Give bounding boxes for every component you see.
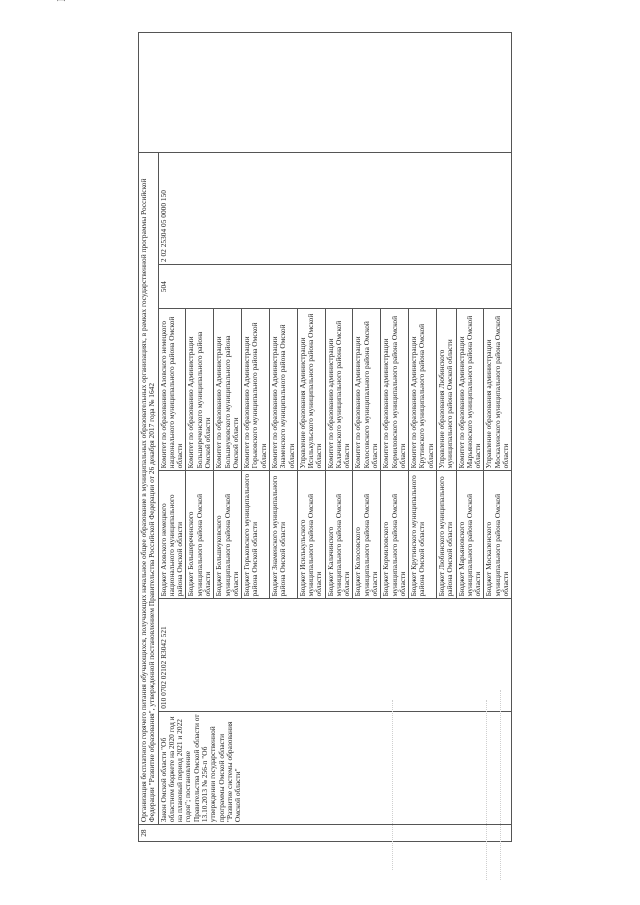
committee-cell: Комитет по образованию Азовского немецкого национального муниципального района Омской области [158, 309, 186, 471]
budget-cell: Бюджет Кормиловского муниципального района Омской области [381, 471, 409, 599]
admin-code-cell: 504 [158, 265, 512, 309]
budget-cell: Бюджет Любинского муниципального района Омской области [437, 471, 457, 599]
committee-cell: Управление образования администрации Москаленского муниципального района Омской области [484, 309, 512, 471]
committee-cell: Комитет по образованию Администрации Большеуковского муниципального района Омской области [214, 309, 242, 471]
committee-cell: Комитет по образованию Администрации Крутинского муниципального района Омской области [409, 309, 437, 471]
empty-cell [139, 33, 512, 153]
legal-basis-cell: Закон Омской области "Об областном бюджете на 2020 год и на плановый период 2021 и 2022 годов"; постановление Правительства Омской области от 13.10.2013 № 256-п "Об утверждении государственной программы Омской области "Развитие системы образования Омской области" [158, 711, 512, 824]
budget-cell: Бюджет Большеуковского муниципального района Омской области [214, 471, 242, 599]
committee-cell: Комитет по образованию Администрации Знаменского муниципального района Омской области [269, 309, 297, 471]
committee-cell: Комитет по образованию Администрации Горьковского муниципального района Омской области [242, 309, 270, 471]
committee-cell: Комитет по образованию Администрации Марьяновского муниципального района Омской области [456, 309, 484, 471]
scan-artifact-line [486, 700, 487, 880]
scan-artifact-line [500, 690, 501, 880]
budget-cell: Бюджет Исилькульского муниципального района Омской области [297, 471, 325, 599]
budget-cell: Бюджет Большереченского муниципального района Омской области [186, 471, 214, 599]
table-row [139, 33, 159, 842]
kbk-cell: 010 0702 02102 R3042 521 [158, 599, 512, 711]
budget-cell: Бюджет Горьковского муниципального района Омской области [242, 471, 270, 599]
budget-cell: Бюджет Знаменского муниципального района Омской области [269, 471, 297, 599]
committee-cell: Комитет по образованию Администрации Большереченского муниципального района Омской области [186, 309, 214, 471]
scan-artifact-line [392, 700, 393, 870]
distribution-table [138, 32, 512, 842]
budget-cell: Бюджет Крутинского муниципального района Омской области [409, 471, 437, 599]
budget-cell: Бюджет Азовского немецкого национального муниципального района Омской области [158, 471, 186, 599]
row-number: 28 [139, 825, 512, 842]
table-row [158, 33, 186, 842]
budget-cell: Бюджет Калачинского муниципального района Омской области [325, 471, 353, 599]
committee-cell: Управление образования Администрации Исилькульского муниципального района Омской области [297, 309, 325, 471]
appendix-table [138, 32, 510, 842]
committee-cell: Управление образования Любинского муниципального района Омской области [437, 309, 457, 471]
committee-cell: Комитет по образованию администрации Калачинского муниципального района Омской области [325, 309, 353, 471]
committee-cell: Комитет по образованию администрации Кормиловского муниципального района Омской области [381, 309, 409, 471]
purpose-cell: Организация бесплатного горячего питания обучающихся, получающих начальное общее образование в муниципальных образовательных организациях, в рамках государственной программы Российской Федерации "Развитие образования", утвержденной постановлением Правительства Российской Федерации от 26 декабря 2017 года № 1642 [139, 152, 159, 824]
document-header [32, 0, 132, 452]
committee-cell: Комитет по образованию Администрации Колосовского муниципального района Омской области [353, 309, 381, 471]
income-code-cell: 2 02 25304 05 0000 150 [158, 152, 512, 264]
budget-cell: Бюджет Марьяновского муниципального района Омской области [456, 471, 484, 599]
budget-cell: Бюджет Москаленского муниципального района Омской области [484, 471, 512, 599]
budget-cell: Бюджет Колосовского муниципального района Омской области [353, 471, 381, 599]
order-reference [52, 0, 70, 1]
